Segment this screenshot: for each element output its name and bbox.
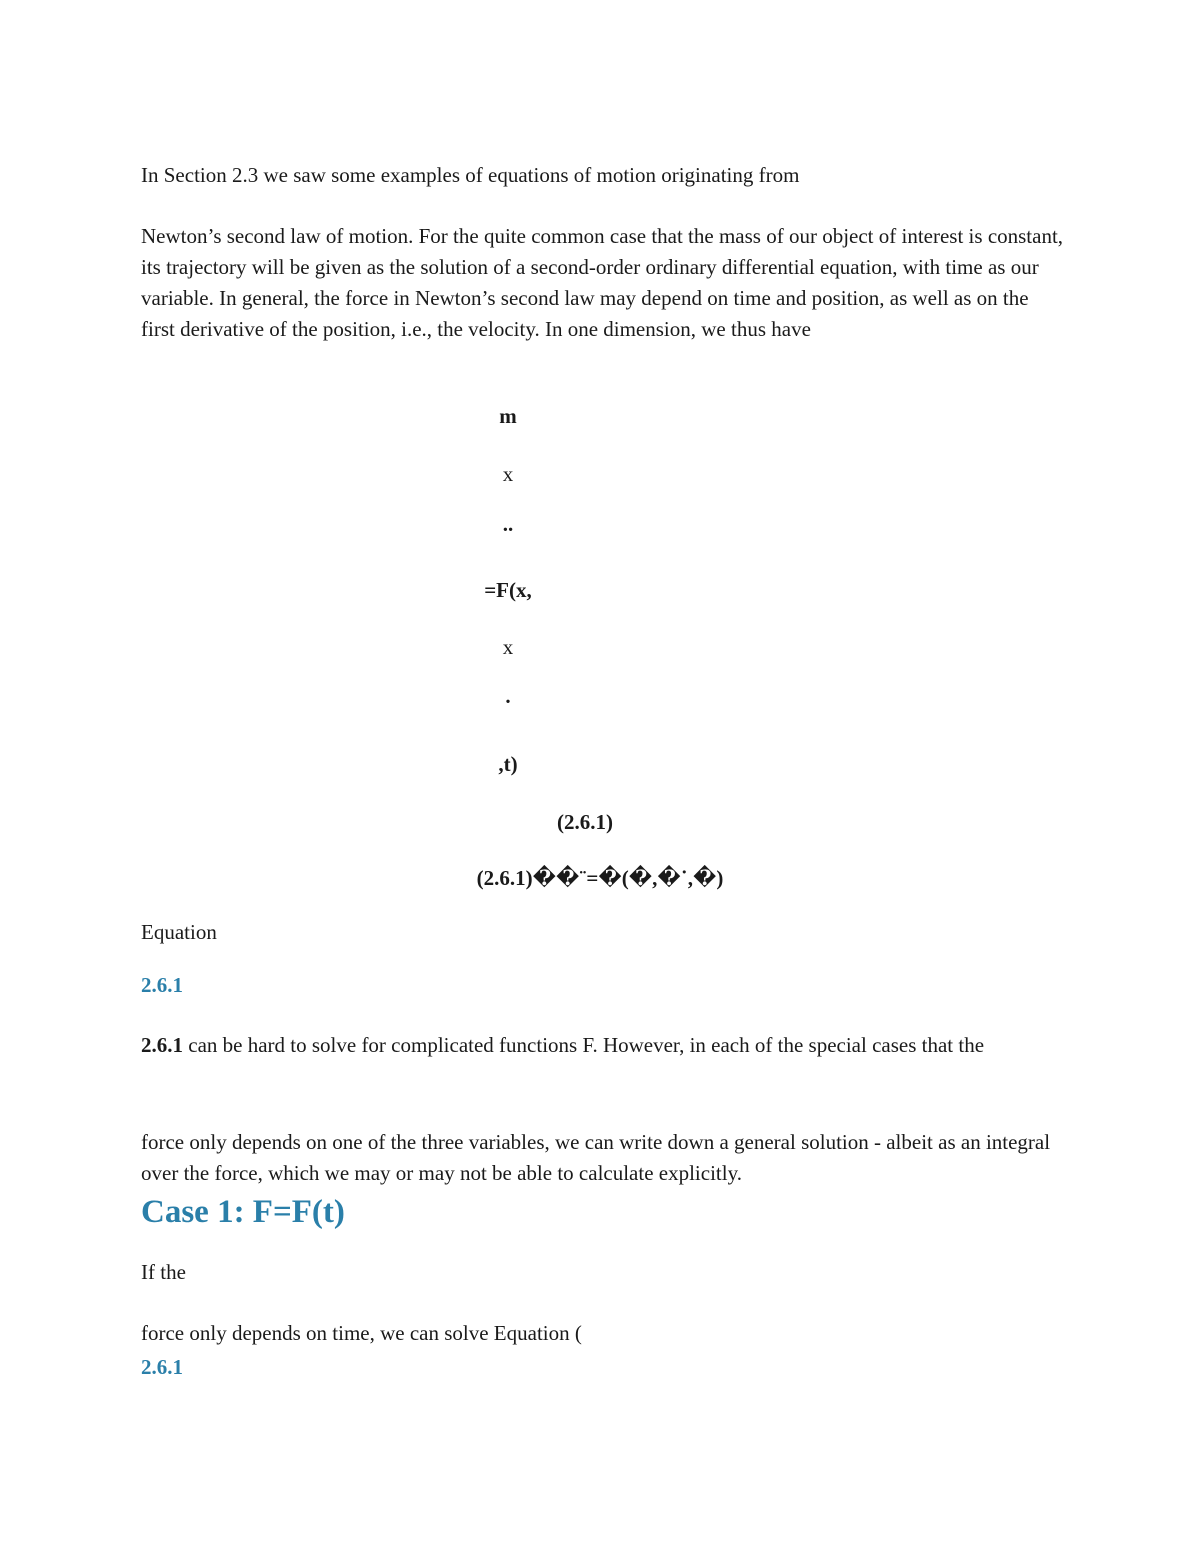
case-1-line-1: If the — [141, 1260, 186, 1284]
equation-x-dot-var: x — [502, 635, 514, 659]
equation-t: ,t) — [498, 752, 518, 776]
equation-word: Equation — [141, 920, 217, 944]
equation-label: (2.6.1) — [557, 810, 613, 834]
equation-link[interactable]: 2.6.1 — [141, 973, 183, 997]
case-1-line-2: force only depends on time, we can solve Equation ( — [141, 1321, 582, 1345]
equation-dot: . — [505, 684, 511, 708]
equation-difficulty-text — [141, 1024, 1066, 1066]
equation-inline-number: 2.6.1 — [141, 1033, 183, 1057]
intro-line: In Section 2.3 we saw some examples of equations of motion originating from — [141, 163, 800, 187]
equation-x: x — [502, 462, 514, 486]
difficulty-sentence: can be hard to solve for complicated functions F. However, in each of the special cases that the — [183, 1033, 985, 1057]
case-1-equation-link[interactable]: 2.6.1 — [141, 1355, 183, 1379]
general-solution-text: force only depends on one of the three variables, we can write down a general solution - albeit as an integral over the force, which we may or may not be able to calculate explicitly. — [141, 1130, 1051, 1185]
intro-paragraph: Newton’s second law of motion. For the quite common case that the mass of our object of interest is constant, its trajectory will be given as the solution of a second-order ordinary differential equation, with time as our variable. In general, the force in Newton’s second law may depend on time and position, as well as on the first derivative of the position, i.e., the velocity. In one dimension, we thus have — [141, 224, 1064, 341]
equation-mass: m — [499, 404, 517, 428]
case-1-heading: Case 1: F=F(t) — [141, 1194, 345, 1230]
equation-double-dot: .. — [502, 512, 514, 536]
equation-force: =F(x, — [484, 578, 532, 602]
equation-garbled: (2.6.1)��¨=�(�,�˙,�) — [476, 866, 724, 890]
